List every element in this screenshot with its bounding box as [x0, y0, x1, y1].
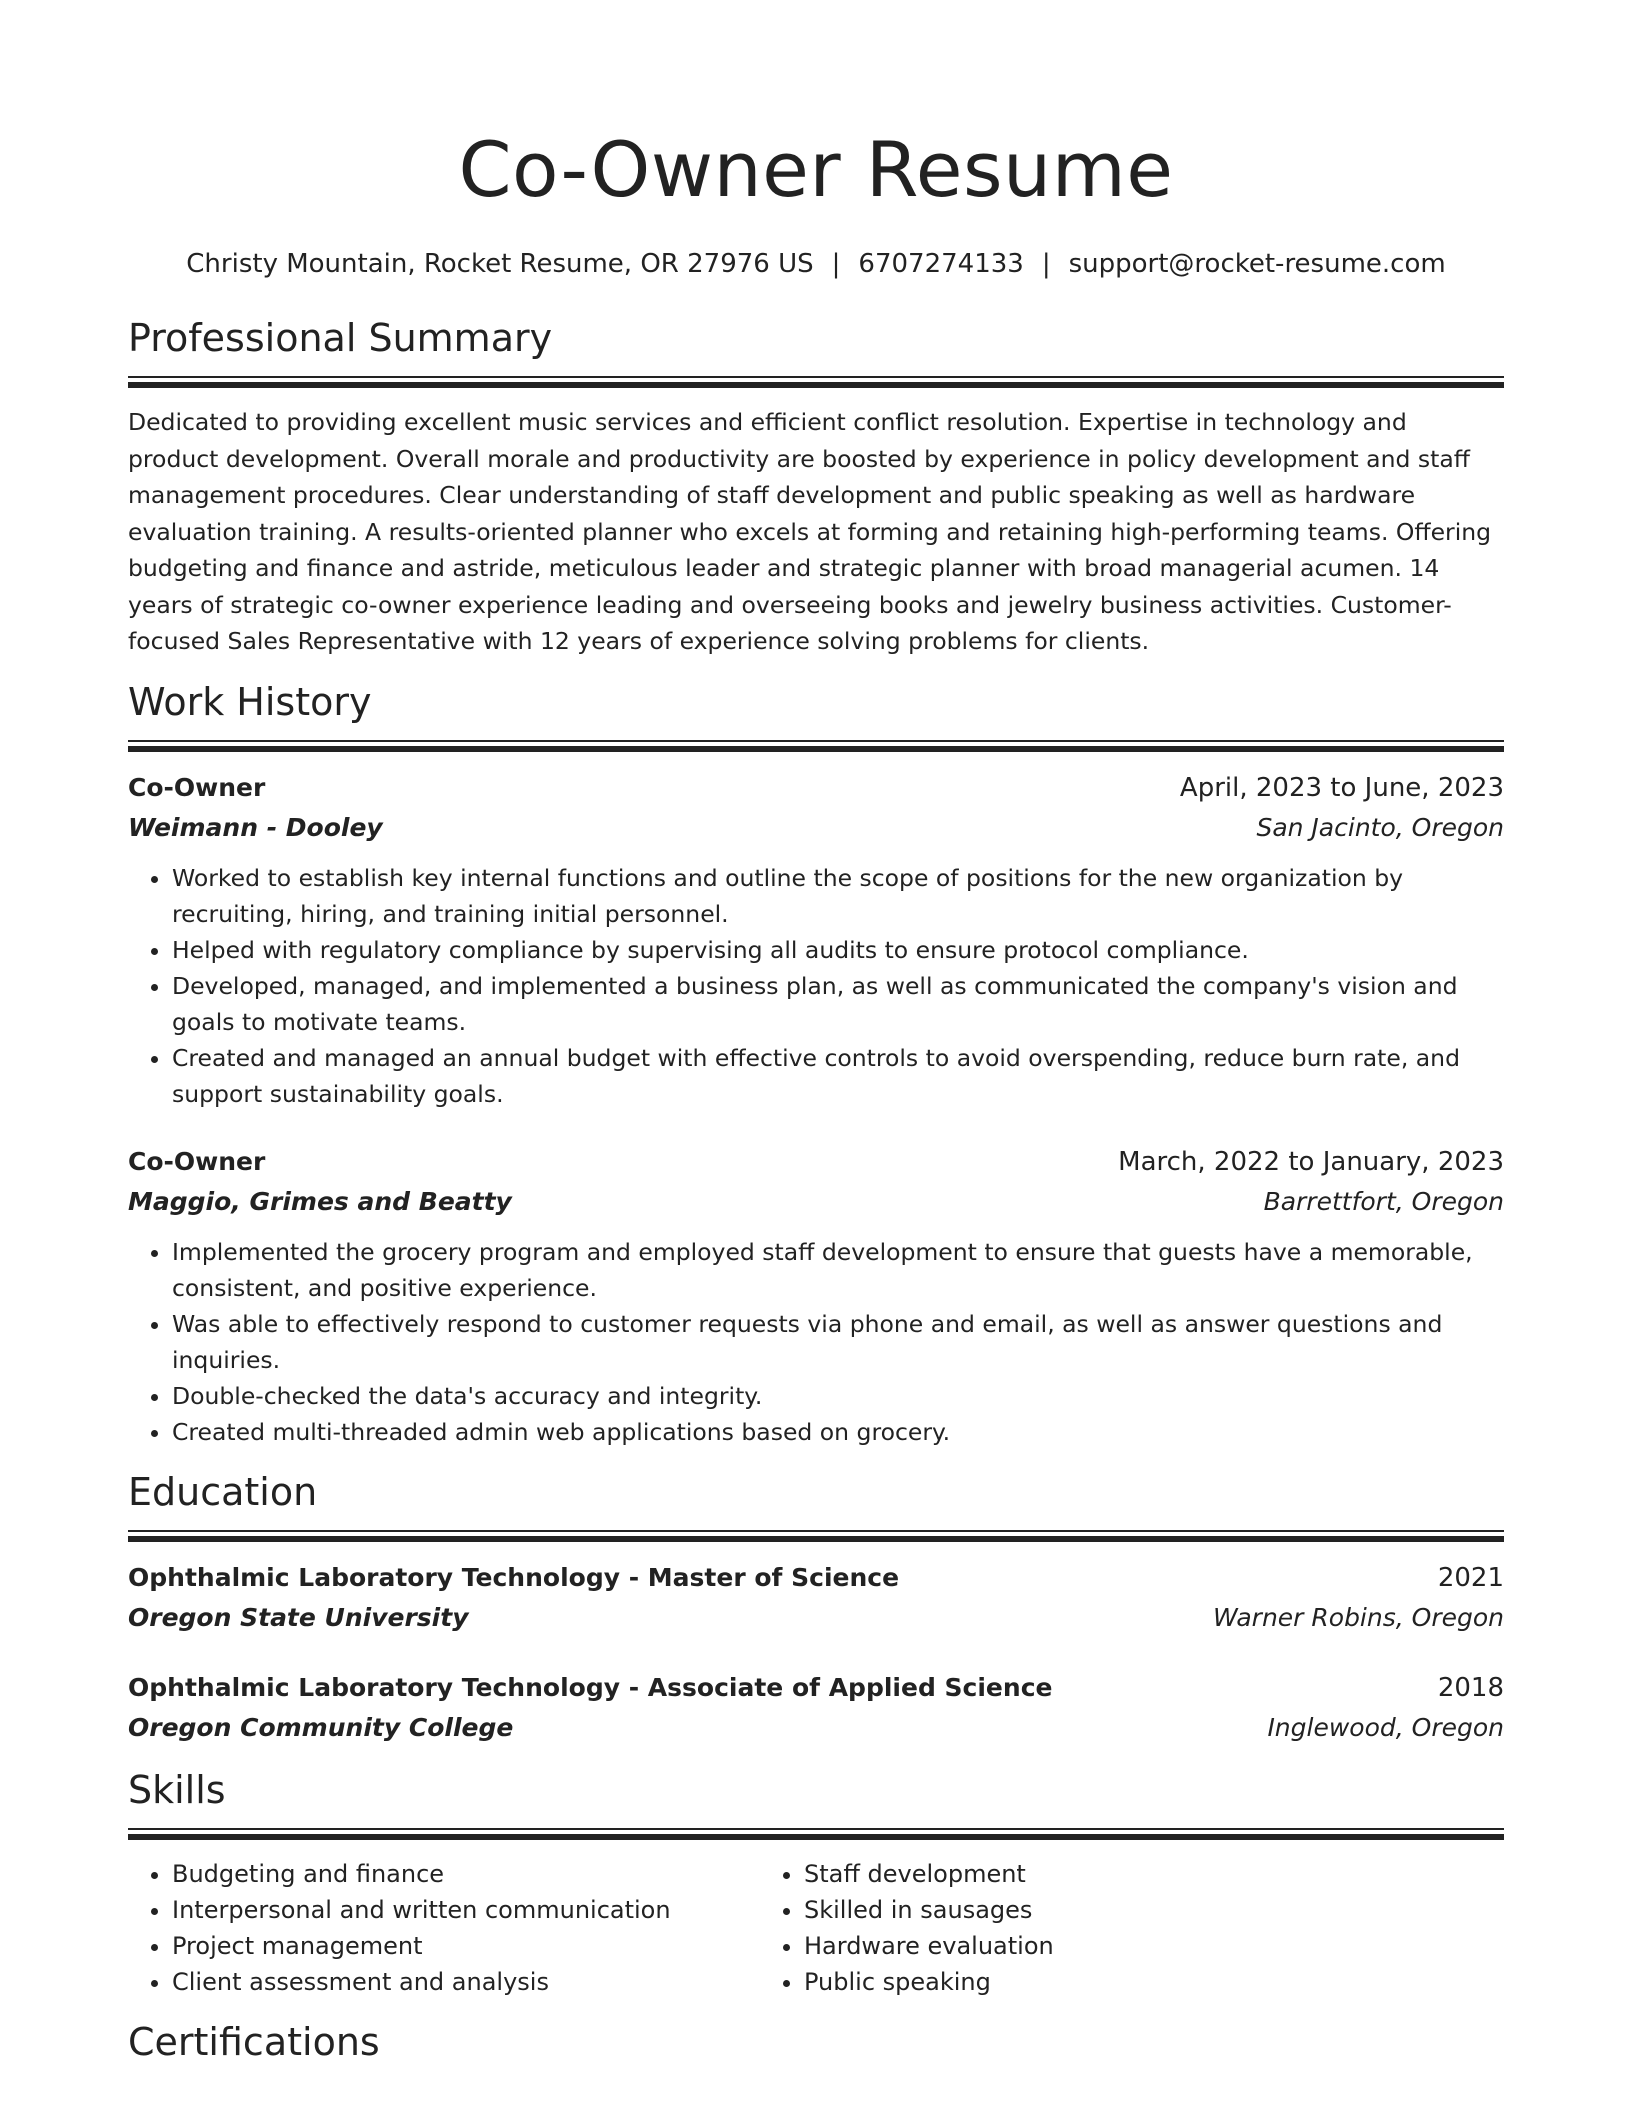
job-company: Weimann - Dooley: [128, 812, 383, 842]
section-heading-summary: Professional Summary: [128, 316, 553, 360]
job-header-row: [128, 1142, 1504, 1182]
list-item: • Implemented the grocery program and employed staff development to ensure that guests have a memorable, consistent, and positive experience.: [172, 1234, 1504, 1306]
job-title: Co-Owner: [128, 772, 266, 802]
job-dates: April, 2023 to June, 2023: [1179, 772, 1504, 803]
section-heading-skills: Skills: [128, 1767, 226, 1812]
job-bullets: [128, 860, 1504, 1112]
job-bullets: [128, 1234, 1504, 1450]
education-school-row: [128, 1708, 1504, 1748]
skills-list-left: [128, 1856, 760, 2000]
education-degree: Ophthalmic Laboratory Technology - Associate of Applied Science: [128, 1672, 1053, 1702]
education-school-row: [128, 1598, 1504, 1638]
list-item: • Hardware evaluation: [804, 1928, 1392, 1964]
work-history-section: [128, 678, 1504, 1450]
job-dates: March, 2022 to January, 2023: [1118, 1146, 1504, 1177]
section-heading-certifications: Certifications: [128, 2019, 380, 2064]
certifications-section: [128, 2018, 1504, 2066]
education-entry: [128, 1668, 1504, 1748]
education-school: Oregon Community College: [128, 1712, 514, 1742]
resume-title: Co-Owner Resume: [458, 125, 1174, 214]
contact-phone: 6707274133: [858, 249, 1024, 279]
section-divider: [128, 376, 1504, 388]
education-location: Warner Robins, Oregon: [1213, 1602, 1504, 1632]
contact-line: [128, 246, 1504, 282]
job-company-row: [128, 1182, 1504, 1222]
education-degree-row: [128, 1668, 1504, 1708]
job-location: Barrettfort, Oregon: [1263, 1186, 1504, 1216]
education-degree-row: [128, 1558, 1504, 1598]
list-item: • Staff development: [804, 1856, 1392, 1892]
skills-section: [128, 1766, 1504, 2000]
skills-list-right: [760, 1856, 1392, 2000]
list-item: • Created and managed an annual budget with effective controls to avoid overspending, reduce burn rate, and support sustainability goals.: [172, 1040, 1504, 1112]
contact-separator: |: [1041, 249, 1051, 279]
education-school: Oregon State University: [128, 1602, 469, 1632]
section-heading-education: Education: [128, 1469, 318, 1514]
education-location: Inglewood, Oregon: [1267, 1712, 1504, 1742]
list-item: • Created multi-threaded admin web applications based on grocery.: [172, 1414, 1504, 1450]
section-divider: [128, 1530, 1504, 1542]
contact-separator: |: [831, 249, 841, 279]
summary-section: [128, 314, 1504, 660]
job-title: Co-Owner: [128, 1146, 266, 1176]
skills-columns: [128, 1856, 1504, 2000]
contact-email: support@rocket-resume.com: [1068, 249, 1446, 279]
list-item: • Budgeting and finance: [172, 1856, 760, 1892]
section-divider: [128, 740, 1504, 752]
summary-text: Dedicated to providing excellent music services and efficient conflict resolution. Expertise in technology and product development. Overall morale and productivity are boosted by experience in policy development and staff management procedures. Clear understanding of staff development and public speaking as well as hardware evaluation training. A results-oriented planner who excels at forming and retaining high-performing teams. Offering budgeting and finance and astride, meticulous leader and strategic planner with broad managerial acumen. 14 years of strategic co-owner experience leading and overseeing books and jewelry business activities. Customer-focused Sales Representative with 12 years of experience solving problems for clients.: [128, 408, 1492, 655]
job-entry: [128, 1142, 1504, 1450]
job-company-row: [128, 808, 1504, 848]
education-year: 2021: [1437, 1562, 1504, 1593]
list-item: • Skilled in sausages: [804, 1892, 1392, 1928]
education-section: [128, 1468, 1504, 1748]
list-item: • Worked to establish key internal functions and outline the scope of positions for the new organization by recruiting, hiring, and training initial personnel.: [172, 860, 1504, 932]
list-item: • Interpersonal and written communication: [172, 1892, 760, 1928]
job-entry: [128, 768, 1504, 1112]
list-item: • Double-checked the data's accuracy and integrity.: [172, 1378, 1504, 1414]
education-entry: [128, 1558, 1504, 1638]
section-heading-work-history: Work History: [128, 679, 372, 724]
list-item: • Public speaking: [804, 1964, 1392, 2000]
job-header-row: [128, 768, 1504, 808]
section-divider: [128, 1828, 1504, 1840]
contact-address: Christy Mountain, Rocket Resume, OR 27976 US: [186, 249, 814, 279]
list-item: • Project management: [172, 1928, 760, 1964]
list-item: • Developed, managed, and implemented a business plan, as well as communicated the company's vision and goals to motivate teams.: [172, 968, 1504, 1040]
education-year: 2018: [1437, 1672, 1504, 1703]
job-company: Maggio, Grimes and Beatty: [128, 1186, 512, 1216]
list-item: • Was able to effectively respond to customer requests via phone and email, as well as answer questions and inquiries.: [172, 1306, 1504, 1378]
job-location: San Jacinto, Oregon: [1256, 812, 1504, 842]
education-degree: Ophthalmic Laboratory Technology - Master of Science: [128, 1562, 900, 1592]
list-item: • Client assessment and analysis: [172, 1964, 760, 2000]
list-item: • Helped with regulatory compliance by supervising all audits to ensure protocol compliance.: [172, 932, 1504, 968]
